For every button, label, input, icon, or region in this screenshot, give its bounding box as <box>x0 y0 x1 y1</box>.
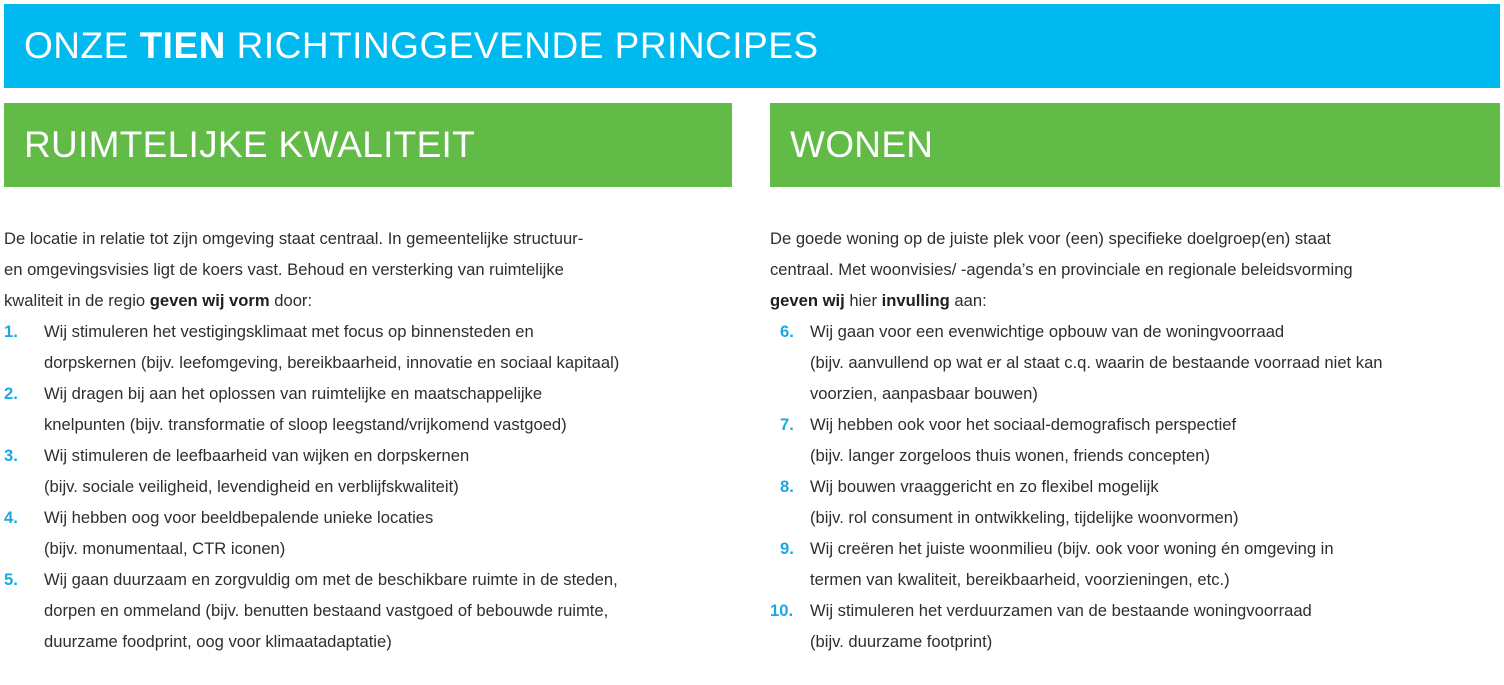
intro-line <box>770 285 1500 316</box>
list-item <box>4 440 732 502</box>
intro-text: door: <box>269 291 313 310</box>
title-part-post: RICHTINGGEVENDE PRINCIPES <box>225 25 819 66</box>
item-number: 5. <box>4 570 18 589</box>
intro-text: aan: <box>949 291 987 310</box>
item-number: 7. <box>780 415 794 434</box>
item-line: Wij stimuleren de leefbaarheid van wijken en dorpskernen <box>44 446 470 465</box>
item-line: Wij gaan duurzaam en zorgvuldig om met de beschikbare ruimte in de steden, <box>44 570 618 589</box>
list-item <box>770 409 1500 471</box>
intro-line: en omgevingsvisies ligt de koers vast. Behoud en versterking van ruimtelijke <box>4 260 564 279</box>
item-number: 9. <box>780 539 794 558</box>
list-item <box>770 471 1500 533</box>
item-line: voorzien, aanpasbaar bouwen) <box>810 384 1038 403</box>
intro-paragraph-right <box>770 223 1500 316</box>
section-wonen <box>770 103 1500 657</box>
intro-bold-text: invulling <box>881 291 950 310</box>
list-item <box>770 595 1500 657</box>
item-line: (bijv. rol consument in ontwikkeling, tijdelijke woonvormen) <box>810 508 1239 527</box>
item-line: termen van kwaliteit, bereikbaarheid, voorzieningen, etc.) <box>810 570 1230 589</box>
section-title-left: RUIMTELIJKE KWALITEIT <box>24 124 476 165</box>
item-number: 8. <box>780 477 794 496</box>
intro-bold-text: geven wij vorm <box>149 291 270 310</box>
title-part-pre: ONZE <box>24 25 140 66</box>
list-item <box>4 502 732 564</box>
item-line: Wij gaan voor een evenwichtige opbouw van de woningvoorraad <box>810 322 1285 341</box>
intro-line: De goede woning op de juiste plek voor (een) specifieke doelgroep(en) staat <box>770 229 1331 248</box>
item-line: Wij stimuleren het verduurzamen van de bestaande woningvoorraad <box>810 601 1312 620</box>
item-line: (bijv. monumentaal, CTR iconen) <box>44 539 286 558</box>
title-part-bold: TIEN <box>139 25 226 66</box>
section-header-right <box>770 103 1500 187</box>
item-number: 2. <box>4 384 18 403</box>
item-number: 1. <box>4 322 18 341</box>
item-line: dorpskernen (bijv. leefomgeving, bereikbaarheid, innovatie en sociaal kapitaal) <box>44 353 620 372</box>
list-item <box>4 378 732 440</box>
item-number: 10. <box>770 601 794 620</box>
title-banner <box>4 4 1500 88</box>
intro-paragraph-left <box>4 223 732 316</box>
item-line: Wij hebben oog voor beeldbepalende unieke locaties <box>44 508 434 527</box>
intro-bold-text: geven wij <box>770 291 845 310</box>
item-line: (bijv. langer zorgeloos thuis wonen, friends concepten) <box>810 446 1211 465</box>
item-line: Wij hebben ook voor het sociaal-demografisch perspectief <box>810 415 1237 434</box>
principles-list-left <box>4 316 732 657</box>
item-line: Wij bouwen vraaggericht en zo flexibel mogelijk <box>810 477 1159 496</box>
intro-line <box>4 285 732 316</box>
intro-text: hier <box>844 291 882 310</box>
section-header-left <box>4 103 732 187</box>
item-number: 6. <box>780 322 794 341</box>
list-item <box>770 316 1500 409</box>
item-line: knelpunten (bijv. transformatie of sloop leegstand/vrijkomend vastgoed) <box>44 415 567 434</box>
item-line: Wij stimuleren het vestigingsklimaat met focus op binnensteden en <box>44 322 534 341</box>
item-line: dorpen en ommeland (bijv. benutten bestaand vastgoed of bebouwde ruimte, <box>44 601 609 620</box>
list-item <box>4 316 732 378</box>
item-line: (bijv. duurzame footprint) <box>810 632 993 651</box>
item-line: Wij dragen bij aan het oplossen van ruimtelijke en maatschappelijke <box>44 384 543 403</box>
item-line: duurzame foodprint, oog voor klimaatadaptatie) <box>44 632 392 651</box>
intro-line: De locatie in relatie tot zijn omgeving staat centraal. In gemeentelijke structuur- <box>4 229 584 248</box>
item-number: 4. <box>4 508 18 527</box>
item-line: Wij creëren het juiste woonmilieu (bijv. ook voor woning én omgeving in <box>810 539 1334 558</box>
section-title-right: WONEN <box>790 124 934 165</box>
section-ruimtelijke-kwaliteit <box>4 103 732 657</box>
item-number: 3. <box>4 446 18 465</box>
intro-text: kwaliteit in de regio <box>4 291 150 310</box>
principles-list-right <box>770 316 1500 657</box>
item-line: (bijv. sociale veiligheid, levendigheid en verblijfskwaliteit) <box>44 477 459 496</box>
item-line: (bijv. aanvullend op wat er al staat c.q. waarin de bestaande voorraad niet kan <box>810 353 1383 372</box>
list-item <box>770 533 1500 595</box>
list-item <box>4 564 732 657</box>
page-title <box>24 25 819 67</box>
intro-line: centraal. Met woonvisies/ -agenda’s en provinciale en regionale beleidsvorming <box>770 260 1353 279</box>
